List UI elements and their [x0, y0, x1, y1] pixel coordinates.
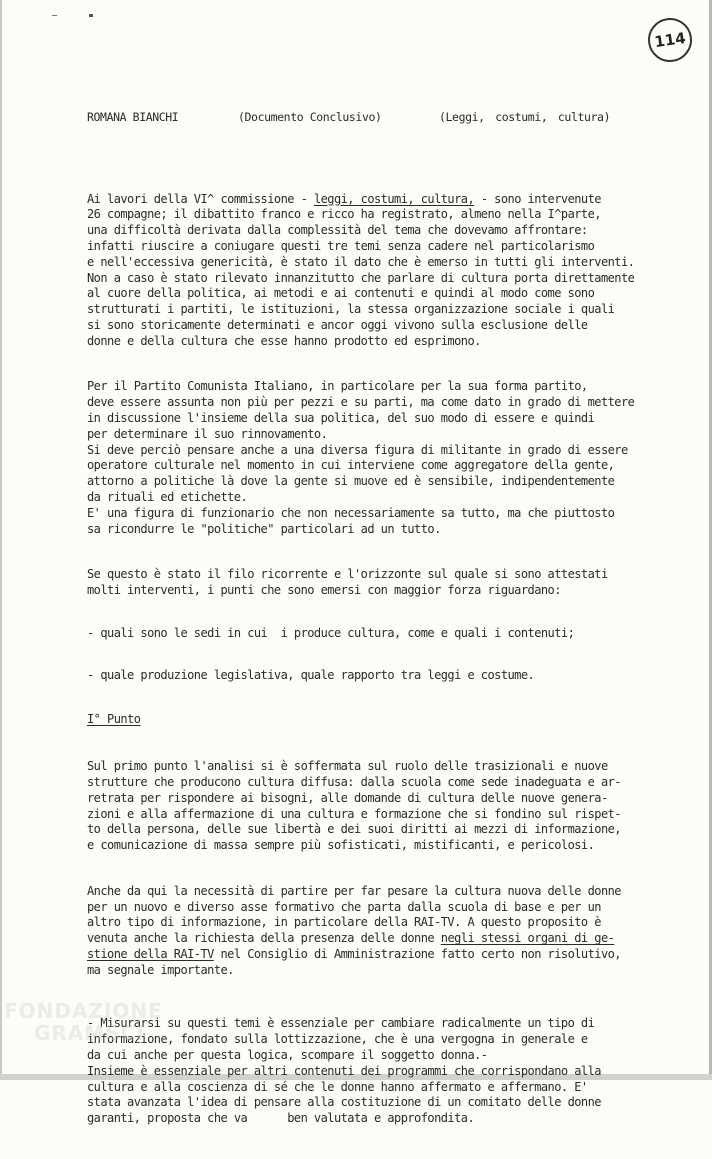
paragraph-4: [87, 759, 662, 854]
text-line: deve essere assunta non più per pezzi e su parti, ma come dato in grado di mettere: [87, 395, 635, 410]
author-name: ROMANA BIANCHI: [87, 110, 179, 124]
text-line: in discussione l'insieme della sua politica, del suo modo di essere e quindi: [87, 410, 595, 425]
text-line: si sono storicamente determinati e ancor oggi vivono sulla esclusione delle: [87, 317, 588, 332]
document-header: [87, 110, 647, 130]
text-line: Ai lavori della VI^ commissione -: [87, 191, 314, 206]
text-line: Anche da qui la necessità di partire per far pesare la cultura nuova delle donne: [87, 883, 621, 898]
underlined-topics: leggi, costumi, cultura,: [313, 191, 475, 206]
section-title-text: I° Punto: [87, 711, 141, 726]
paragraph-2: [87, 379, 662, 537]
paragraph-1: [87, 192, 662, 350]
bullet-item-2: - quale produzione legislativa, quale rapporto tra leggi e costume.: [87, 668, 535, 683]
section-title: [87, 712, 662, 728]
text-line: per determinare il suo rinnovamento.: [87, 426, 328, 441]
text-line: altro tipo di informazione, in particolare della RAI-TV. A questo proposito è: [87, 915, 601, 930]
text-line: venuta anche la richiesta della presenza delle donne: [87, 931, 441, 946]
scan-mark: [89, 14, 93, 17]
archive-watermark: [4, 1000, 163, 1044]
scan-mark: [52, 15, 57, 16]
text-line: e comunicazione di massa sempre più sofisticati, mistificanti, e pericolosi.: [87, 838, 595, 853]
text-line: Sul primo punto l'analisi si è soffermata sul ruolo delle trasizionali e nuove: [87, 759, 608, 774]
text-line: E' una figura di funzionario che non necessariamente sa tutto, ma che piuttosto: [87, 505, 615, 520]
text-line: al cuore della politica, ai metodi e ai contenuti e quindi al modo come sono: [87, 286, 595, 301]
text-line: Non a caso è stato rilevato innanzitutto che parlare di cultura porta direttamente: [87, 270, 635, 285]
text-line: - sono intervenute: [474, 191, 601, 206]
watermark-line: FONDAZIONE: [4, 999, 163, 1023]
text-line: infatti riuscire a coniugare questi tre temi senza cadere nel particolarismo: [87, 238, 595, 253]
text-line: informazione, fondato sulla lottizzazione, che è una vergogna in generale e: [87, 1032, 588, 1047]
text-line: Per il Partito Comunista Italiano, in particolare per la sua forma partito,: [87, 379, 588, 394]
text-line: cultura e alla coscienza di sé che le donne hanno affermato e affermano. E': [87, 1079, 588, 1094]
text-line: Se questo è stato il filo ricorrente e l'orizzonte sul quale si sono attestati: [87, 567, 608, 582]
text-line: strutturati i partiti, le istituzioni, la stessa organizzazione sociale i quali: [87, 302, 615, 317]
text-line: Insieme è essenziale per altri contenuti dei programmi che corrispondano alla: [87, 1063, 601, 1078]
underlined-phrase: stione della RAI-TV: [87, 947, 214, 962]
text-line: 26 compagne; il dibattito franco e ricco ha registrato, almeno nella I^parte,: [87, 207, 601, 222]
text-line: da cui anche per questa logica, scompare il soggetto donna.-: [87, 1048, 488, 1063]
page-edge-left: [0, 0, 2, 1080]
paragraph-3: [87, 567, 662, 599]
text-line: per un nuovo e diverso asse formativo che parta dalla scuola di base e per un: [87, 899, 601, 914]
text-line: da rituali ed etichette.: [87, 489, 248, 504]
text-line: attorno a politiche là dove la gente si muove ed è sensibile, indipendentemente: [87, 474, 615, 489]
text-line: una difficoltà derivata dalla complessità del tema che dovevamo affrontare:: [87, 223, 588, 238]
page-number-stamp: 114: [645, 15, 695, 65]
text-line: operatore culturale nel momento in cui interviene come aggregatore della gente,: [87, 458, 615, 473]
text-line: donne e della cultura che esse hanno prodotto ed esprimono.: [87, 333, 481, 348]
paragraph-6: [87, 1016, 662, 1127]
underlined-phrase: negli stessi organi di ge-: [440, 931, 615, 946]
text-line: nel Consiglio di Amministrazione fatto certo non risolutivo,: [213, 947, 621, 962]
bullet-item-1: - quali sono le sedi in cui i produce cultura, come e quali i contenuti;: [87, 625, 575, 640]
text-line: sa ricondurre le "politiche" particolari ad un tutto.: [87, 521, 441, 536]
text-line: stata avanzata l'idea di pensare alla costituzione di un comitato delle donne: [87, 1095, 601, 1110]
text-line: Si deve perciò pensare anche a una diversa figura di militante in grado di essere: [87, 442, 628, 457]
text-line: zioni e alla affermazione di una cultura e formazione che si fondino sul rispet-: [87, 806, 621, 821]
paragraph-5: [87, 884, 662, 979]
document-body: [87, 160, 662, 1159]
document-topics: (Leggi, costumi, cultura): [439, 110, 611, 124]
text-line: to della persona, delle sue libertà e dei suoi diritti ai mezzi di informazione,: [87, 822, 621, 837]
text-line: e nell'eccessiva genericità, è stato il dato che è emerso in tutti gli interventi.: [87, 254, 635, 269]
text-line: garanti, proposta che va ben valutata e approfondita.: [87, 1111, 475, 1126]
text-line: retrata per rispondere ai bisogni, alle domande di cultura delle nuove genera-: [87, 790, 608, 805]
text-line: ma segnale importante.: [87, 962, 234, 977]
text-line: strutture che producono cultura diffusa: dalla scuola come sede inadeguata e ar-: [87, 775, 621, 790]
document-type: (Documento Conclusivo): [238, 110, 382, 124]
text-line: - Misurarsi su questi temi è essenziale per cambiare radicalmente un tipo di: [87, 1016, 595, 1031]
watermark-line: GRAMSCI: [34, 1021, 145, 1045]
text-line: molti interventi, i punti che sono emersi con maggior forza riguardano:: [87, 582, 561, 597]
